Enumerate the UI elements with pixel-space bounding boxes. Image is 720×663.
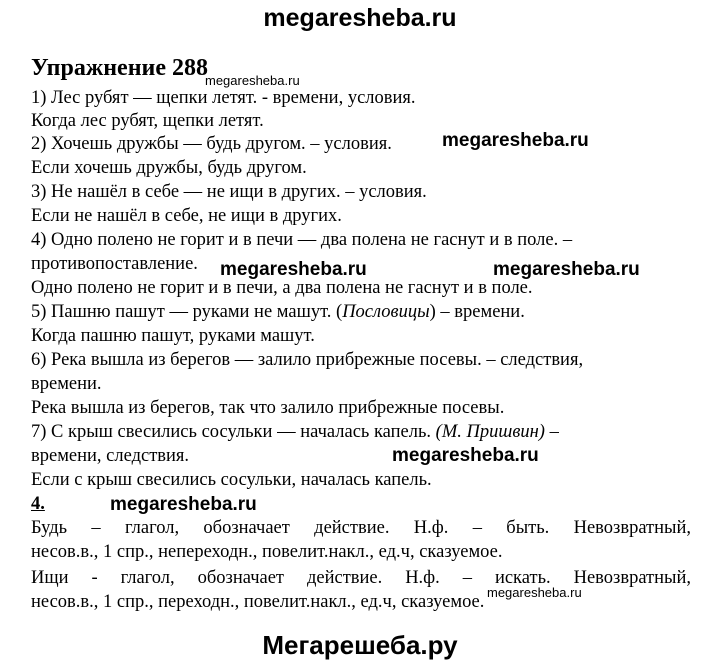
item-7-sentence-cont: времени, следствия. (31, 446, 190, 466)
item-1-sentence: 1) Лес рубят — щепки летят. - времени, условия. (31, 88, 416, 108)
section-4-paragraph-2-cont: несов.в., 1 спр., переходн., повелит.накл., ед.ч, сказуемое. (31, 592, 485, 612)
item-2-sentence: 2) Хочешь дружбы — будь другом. – условия. (31, 134, 392, 154)
item-6-sentence: 6) Река вышла из берегов — залило прибрежные посевы. – следствия, (31, 350, 584, 370)
section-4-paragraph-1: Будь – глагол, обозначает действие. Н.ф. – быть. Невозвратный, (31, 518, 691, 538)
item-4-synonym: Одно полено не горит и в печи, а два полена не гаснут и в поле. (31, 278, 533, 298)
watermark-inline: megaresheba.ru (493, 259, 640, 280)
item-6-synonym: Река вышла из берегов, так что залило прибрежные посевы. (31, 398, 505, 418)
item-5-synonym: Когда пашню пашут, руками машут. (31, 326, 315, 346)
item-6-sentence-cont: времени. (31, 374, 102, 394)
item-3-synonym: Если не нашёл в себе, не ищи в других. (31, 206, 342, 226)
item-4-sentence: 4) Одно полено не горит и в печи — два полена не гаснут и в поле. – (31, 230, 573, 250)
section-4-paragraph-2: Ищи - глагол, обозначает действие. Н.ф. – искать. Невозвратный, (31, 568, 691, 588)
watermark-inline: megaresheba.ru (220, 259, 367, 280)
exercise-title: Упражнение 288 (31, 55, 209, 81)
watermark-inline: megaresheba.ru (487, 585, 582, 600)
site-watermark-top: megaresheba.ru (263, 4, 457, 32)
section-4-heading: 4. (31, 494, 45, 514)
watermark-inline: megaresheba.ru (205, 73, 300, 88)
item-2-synonym: Если хочешь дружбы, будь другом. (31, 158, 307, 178)
item-5-sentence: 5) Пашню пашут — руками не машут. (Пословицы) – времени. (31, 302, 525, 322)
item-4-sentence-cont: противопоставление. (31, 254, 198, 274)
section-4-paragraph-1-cont: несов.в., 1 спр., непереходн., повелит.накл., ед.ч, сказуемое. (31, 542, 503, 562)
watermark-inline: megaresheba.ru (442, 130, 589, 151)
watermark-inline: megaresheba.ru (392, 445, 539, 466)
watermark-inline: megaresheba.ru (110, 494, 257, 515)
item-1-synonym: Когда лес рубят, щепки летят. (31, 111, 264, 131)
item-7-sentence: 7) С крыш свесились сосульки — началась капель. (М. Пришвин) – (31, 422, 559, 442)
item-7-synonym: Если с крыш свесились сосульки, началась капель. (31, 470, 432, 490)
item-3-sentence: 3) Не нашёл в себе — не ищи в других. – условия. (31, 182, 427, 202)
site-watermark-bottom: Мегарешеба.ру (262, 630, 458, 660)
